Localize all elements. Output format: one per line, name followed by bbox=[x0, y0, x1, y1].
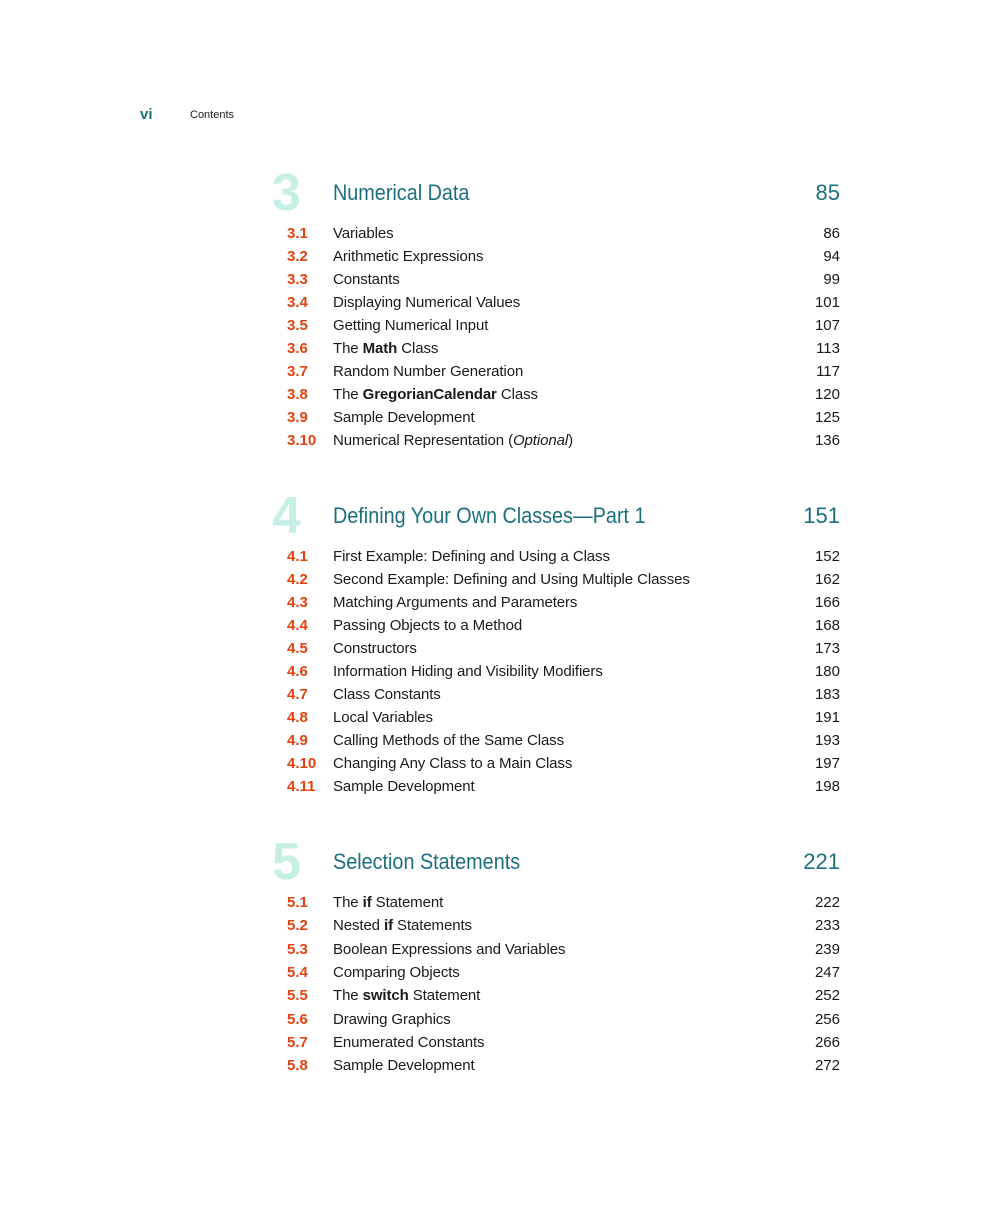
section-number: 3.6 bbox=[287, 340, 308, 357]
page-number: vi bbox=[140, 106, 153, 123]
toc-entry[interactable] bbox=[0, 569, 1005, 591]
section-page: 233 bbox=[814, 917, 840, 935]
section-title bbox=[333, 939, 565, 961]
section-title-part: Math bbox=[362, 340, 398, 357]
section-number: 3.5 bbox=[287, 317, 308, 334]
toc-entry[interactable] bbox=[0, 292, 1005, 314]
section-title bbox=[333, 361, 523, 383]
toc-entry[interactable] bbox=[0, 1009, 1005, 1031]
toc-entry[interactable] bbox=[0, 223, 1005, 245]
section-page: 113 bbox=[816, 340, 840, 357]
section-title-part: if bbox=[362, 894, 372, 911]
section-page: 191 bbox=[814, 709, 840, 726]
section-page: 266 bbox=[814, 1033, 840, 1051]
section-page: 222 bbox=[814, 894, 840, 911]
section-number: 4.6 bbox=[287, 663, 308, 680]
toc-entry[interactable] bbox=[0, 962, 1005, 984]
section-number: 3.1 bbox=[287, 225, 308, 242]
section-title-part: Displaying Numerical Values bbox=[333, 294, 521, 311]
chapter-title[interactable]: Selection Statements bbox=[333, 849, 521, 874]
section-title-part: The bbox=[333, 386, 363, 403]
section-number: 4.7 bbox=[287, 686, 308, 703]
section-title-part: Optional bbox=[512, 432, 569, 449]
section-title-part: The bbox=[333, 987, 363, 1005]
section-title-part: Drawing Graphics bbox=[333, 1010, 451, 1028]
section-title-part: Arithmetic Expressions bbox=[333, 248, 484, 265]
toc-entry[interactable] bbox=[0, 246, 1005, 268]
section-title-part: The bbox=[333, 340, 363, 357]
section-title-part: Second Example: Defining and Using Multiple Classes bbox=[333, 571, 690, 588]
section-title-part: Matching Arguments and Parameters bbox=[333, 594, 578, 611]
section-number: 4.1 bbox=[287, 548, 308, 565]
section-page: 197 bbox=[814, 755, 840, 772]
section-title-part: Constructors bbox=[333, 640, 417, 657]
section-number: 5.1 bbox=[287, 894, 308, 911]
section-title-part: First Example: Defining and Using a Class bbox=[333, 548, 610, 565]
section-title-part: Enumerated Constants bbox=[333, 1033, 485, 1051]
section-page: 117 bbox=[816, 363, 840, 380]
toc-entry[interactable] bbox=[0, 407, 1005, 429]
chapter-page: 85 bbox=[815, 180, 840, 205]
toc-entry[interactable] bbox=[0, 1055, 1005, 1077]
section-title-part: GregorianCalendar bbox=[362, 386, 497, 403]
section-page: 256 bbox=[814, 1010, 840, 1028]
section-page: 162 bbox=[814, 571, 840, 588]
section-title bbox=[333, 661, 603, 683]
section-title-part: ) bbox=[568, 432, 573, 449]
section-number: 4.11 bbox=[287, 778, 316, 795]
toc-entry[interactable] bbox=[0, 430, 1005, 452]
toc-entry[interactable] bbox=[0, 638, 1005, 660]
section-page: 198 bbox=[814, 778, 840, 795]
toc-entry[interactable] bbox=[0, 730, 1005, 752]
section-title-part: Class bbox=[397, 340, 439, 357]
section-title bbox=[333, 315, 488, 337]
section-page: 239 bbox=[814, 940, 840, 958]
section-number: 4.8 bbox=[287, 709, 308, 726]
section-title bbox=[333, 707, 433, 729]
toc-entry[interactable] bbox=[0, 753, 1005, 775]
section-page: 99 bbox=[823, 271, 840, 288]
section-title-part: Passing Objects to a Method bbox=[333, 617, 523, 634]
section-page: 101 bbox=[814, 294, 840, 311]
section-title bbox=[333, 407, 475, 429]
toc-entry[interactable] bbox=[0, 892, 1005, 914]
toc-entry[interactable] bbox=[0, 661, 1005, 683]
section-title bbox=[333, 985, 480, 1007]
section-title-part: Getting Numerical Input bbox=[333, 317, 489, 334]
section-title bbox=[333, 338, 438, 360]
toc-entry[interactable] bbox=[0, 338, 1005, 360]
section-title bbox=[333, 776, 475, 798]
toc-entry[interactable] bbox=[0, 915, 1005, 937]
toc-entry[interactable] bbox=[0, 684, 1005, 706]
section-title-part: Class Constants bbox=[333, 686, 441, 703]
section-page: 247 bbox=[814, 963, 840, 981]
toc-entry[interactable] bbox=[0, 269, 1005, 291]
section-title-part: Sample Development bbox=[333, 778, 475, 795]
section-number: 5.4 bbox=[287, 963, 308, 981]
section-title bbox=[333, 223, 394, 245]
section-title-part: Boolean Expressions and Variables bbox=[333, 940, 566, 958]
toc-entry[interactable] bbox=[0, 384, 1005, 406]
section-page: 86 bbox=[823, 225, 840, 242]
chapter-title[interactable]: Numerical Data bbox=[333, 180, 470, 205]
section-title bbox=[333, 638, 417, 660]
section-number: 4.4 bbox=[287, 617, 308, 634]
section-number: 3.10 bbox=[287, 432, 317, 449]
section-number: 4.3 bbox=[287, 594, 308, 611]
toc-entry[interactable] bbox=[0, 546, 1005, 568]
section-title bbox=[333, 246, 483, 268]
section-number: 3.3 bbox=[287, 271, 308, 288]
section-page: 125 bbox=[814, 409, 840, 426]
section-number: 4.2 bbox=[287, 571, 308, 588]
section-title-part: Comparing Objects bbox=[333, 963, 460, 981]
section-title bbox=[333, 915, 472, 937]
section-title-part: The bbox=[333, 894, 363, 911]
toc-entry[interactable] bbox=[0, 315, 1005, 337]
section-title bbox=[333, 962, 460, 984]
chapter-number: 3 bbox=[272, 164, 301, 222]
section-title-part: Constants bbox=[333, 271, 400, 288]
section-title-part: Statement bbox=[371, 894, 444, 911]
section-page: 107 bbox=[814, 317, 840, 334]
section-number: 4.9 bbox=[287, 732, 308, 749]
toc-entry[interactable] bbox=[0, 592, 1005, 614]
section-title-part: Changing Any Class to a Main Class bbox=[333, 755, 573, 772]
section-number: 5.3 bbox=[287, 940, 308, 958]
section-page: 252 bbox=[814, 987, 840, 1005]
section-page: 173 bbox=[814, 640, 840, 657]
section-title-part: Calling Methods of the Same Class bbox=[333, 732, 564, 749]
section-title-part: Numerical Representation ( bbox=[333, 432, 513, 449]
chapter-title[interactable]: Defining Your Own Classes—Part 1 bbox=[333, 503, 646, 528]
section-number: 5.5 bbox=[287, 987, 308, 1005]
section-number: 3.4 bbox=[287, 294, 308, 311]
section-title-part: Information Hiding and Visibility Modifiers bbox=[333, 663, 603, 680]
chapter-number: 5 bbox=[272, 833, 301, 891]
section-title-part: Statements bbox=[392, 917, 472, 935]
section-number: 3.8 bbox=[287, 386, 308, 403]
section-number: 3.2 bbox=[287, 248, 308, 265]
section-number: 4.10 bbox=[287, 755, 317, 772]
section-page: 94 bbox=[823, 248, 840, 265]
section-page: 168 bbox=[814, 617, 840, 634]
section-title bbox=[333, 384, 538, 406]
section-number: 5.7 bbox=[287, 1033, 308, 1051]
section-title bbox=[333, 892, 443, 914]
section-page: 120 bbox=[814, 386, 840, 403]
section-title bbox=[333, 730, 564, 752]
section-title bbox=[333, 269, 400, 291]
section-page: 193 bbox=[814, 732, 840, 749]
section-title bbox=[333, 1032, 484, 1054]
section-title bbox=[333, 1055, 475, 1077]
chapter-number: 4 bbox=[272, 487, 301, 545]
section-number: 3.9 bbox=[287, 409, 308, 426]
toc-entry[interactable] bbox=[0, 985, 1005, 1007]
toc-entry[interactable] bbox=[0, 707, 1005, 729]
section-title bbox=[333, 592, 577, 614]
toc-entry[interactable] bbox=[0, 361, 1005, 383]
section-number: 5.8 bbox=[287, 1057, 308, 1075]
section-page: 180 bbox=[814, 663, 840, 680]
toc-entry[interactable] bbox=[0, 776, 1005, 798]
toc-entry[interactable] bbox=[0, 1032, 1005, 1054]
section-title-part: Local Variables bbox=[333, 709, 433, 726]
section-page: 272 bbox=[814, 1057, 840, 1075]
section-page: 152 bbox=[814, 548, 840, 565]
section-title-part: Statement bbox=[408, 987, 481, 1005]
section-page: 136 bbox=[814, 432, 840, 449]
section-title bbox=[333, 569, 690, 591]
section-number: 4.5 bbox=[287, 640, 308, 657]
section-title bbox=[333, 684, 441, 706]
section-page: 183 bbox=[814, 686, 840, 703]
section-title bbox=[333, 430, 573, 452]
section-title-part: Class bbox=[496, 386, 538, 403]
section-title-part: Sample Development bbox=[333, 1057, 475, 1075]
section-title bbox=[333, 292, 520, 314]
section-number: 3.7 bbox=[287, 363, 308, 380]
section-title-part: switch bbox=[362, 987, 409, 1005]
section-title bbox=[333, 615, 522, 637]
running-header: Contents bbox=[190, 109, 235, 121]
chapter-page: 151 bbox=[803, 503, 840, 528]
section-number: 5.6 bbox=[287, 1010, 308, 1028]
chapter-page: 221 bbox=[803, 849, 840, 874]
section-title bbox=[333, 1009, 451, 1031]
section-number: 5.2 bbox=[287, 917, 308, 935]
section-title bbox=[333, 753, 572, 775]
toc-entry[interactable] bbox=[0, 939, 1005, 961]
section-title-part: if bbox=[384, 917, 393, 935]
section-title bbox=[333, 546, 610, 568]
toc-entry[interactable] bbox=[0, 615, 1005, 637]
section-title-part: Variables bbox=[333, 225, 394, 242]
section-title-part: Sample Development bbox=[333, 409, 475, 426]
section-title-part: Nested bbox=[333, 917, 384, 935]
section-page: 166 bbox=[814, 594, 840, 611]
section-title-part: Random Number Generation bbox=[333, 363, 524, 380]
